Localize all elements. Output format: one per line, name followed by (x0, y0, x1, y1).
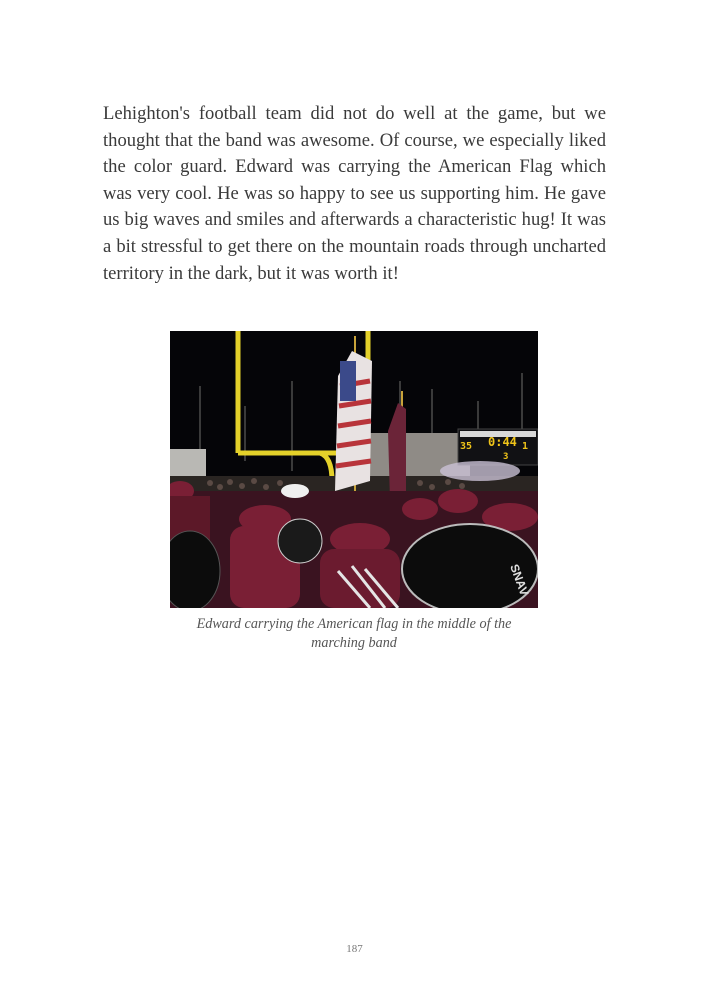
page-number: 187 (346, 943, 363, 955)
body-paragraph: Lehighton's football team did not do well at the game, but we thought that the band was awesome. Of course, we especially liked the color guard. Edward was carrying the American Flag which was very cool. He was so happy to see us supporting him. He gave us big waves and smiles and afterwards a characteristic hug! It was a bit stressful to get there on the mountain roads through uncharted territory in the dark, but it was worth it! (103, 103, 606, 284)
photo-caption: Edward carrying the American flag in the middle of the marching band (196, 616, 512, 651)
marching-band-photo (170, 331, 538, 608)
scoreboard-quarter: 3 (503, 452, 509, 462)
scoreboard-guest-score: 1 (522, 441, 529, 452)
scoreboard-home-score: 35 (460, 441, 473, 452)
bass-drum-text: SNAV (507, 562, 532, 598)
american-flag (335, 351, 372, 491)
scoreboard (458, 429, 538, 465)
scoreboard-clock: 0:44 (488, 435, 517, 449)
